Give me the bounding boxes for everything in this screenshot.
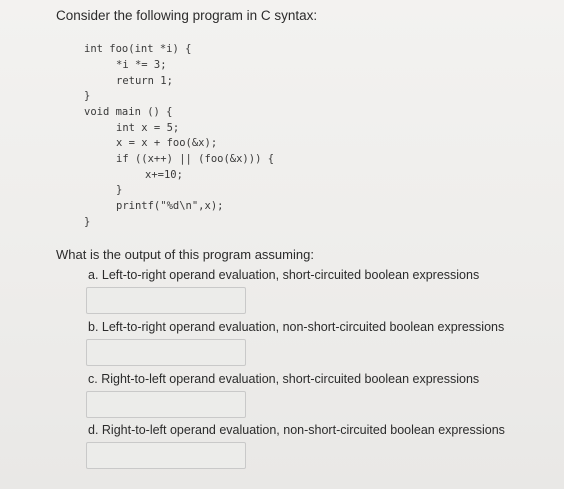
option-c-answer-input[interactable] xyxy=(86,391,246,418)
code-line: if ((x++) || (foo(&x))) { xyxy=(116,153,275,165)
option-b-answer-input[interactable] xyxy=(86,339,246,366)
option-d-label: d. Right-to-left operand evaluation, non-short-circuited boolean expressions xyxy=(88,423,505,437)
code-line: x = x + foo(&x); xyxy=(116,137,218,149)
code-line: } xyxy=(116,184,123,196)
code-line: return 1; xyxy=(116,75,173,87)
question-intro: Consider the following program in C syntax: xyxy=(56,8,318,23)
code-line: printf("%d\n",x); xyxy=(116,200,224,212)
code-line: int x = 5; xyxy=(116,122,180,134)
option-a-answer-input[interactable] xyxy=(86,287,246,314)
option-a-label: a. Left-to-right operand evaluation, short-circuited boolean expressions xyxy=(88,268,480,282)
code-line: void main () { xyxy=(84,106,173,118)
option-c-label: c. Right-to-left operand evaluation, short-circuited boolean expressions xyxy=(88,372,480,386)
code-line: } xyxy=(84,90,91,102)
code-line: } xyxy=(84,216,91,228)
option-d-answer-input[interactable] xyxy=(86,442,246,469)
code-line: x+=10; xyxy=(145,169,183,181)
question-prompt: What is the output of this program assuming: xyxy=(56,247,314,262)
option-b-label: b. Left-to-right operand evaluation, non-short-circuited boolean expressions xyxy=(88,320,505,334)
code-line: *i *= 3; xyxy=(116,59,167,71)
code-line: int foo(int *i) { xyxy=(84,43,192,55)
